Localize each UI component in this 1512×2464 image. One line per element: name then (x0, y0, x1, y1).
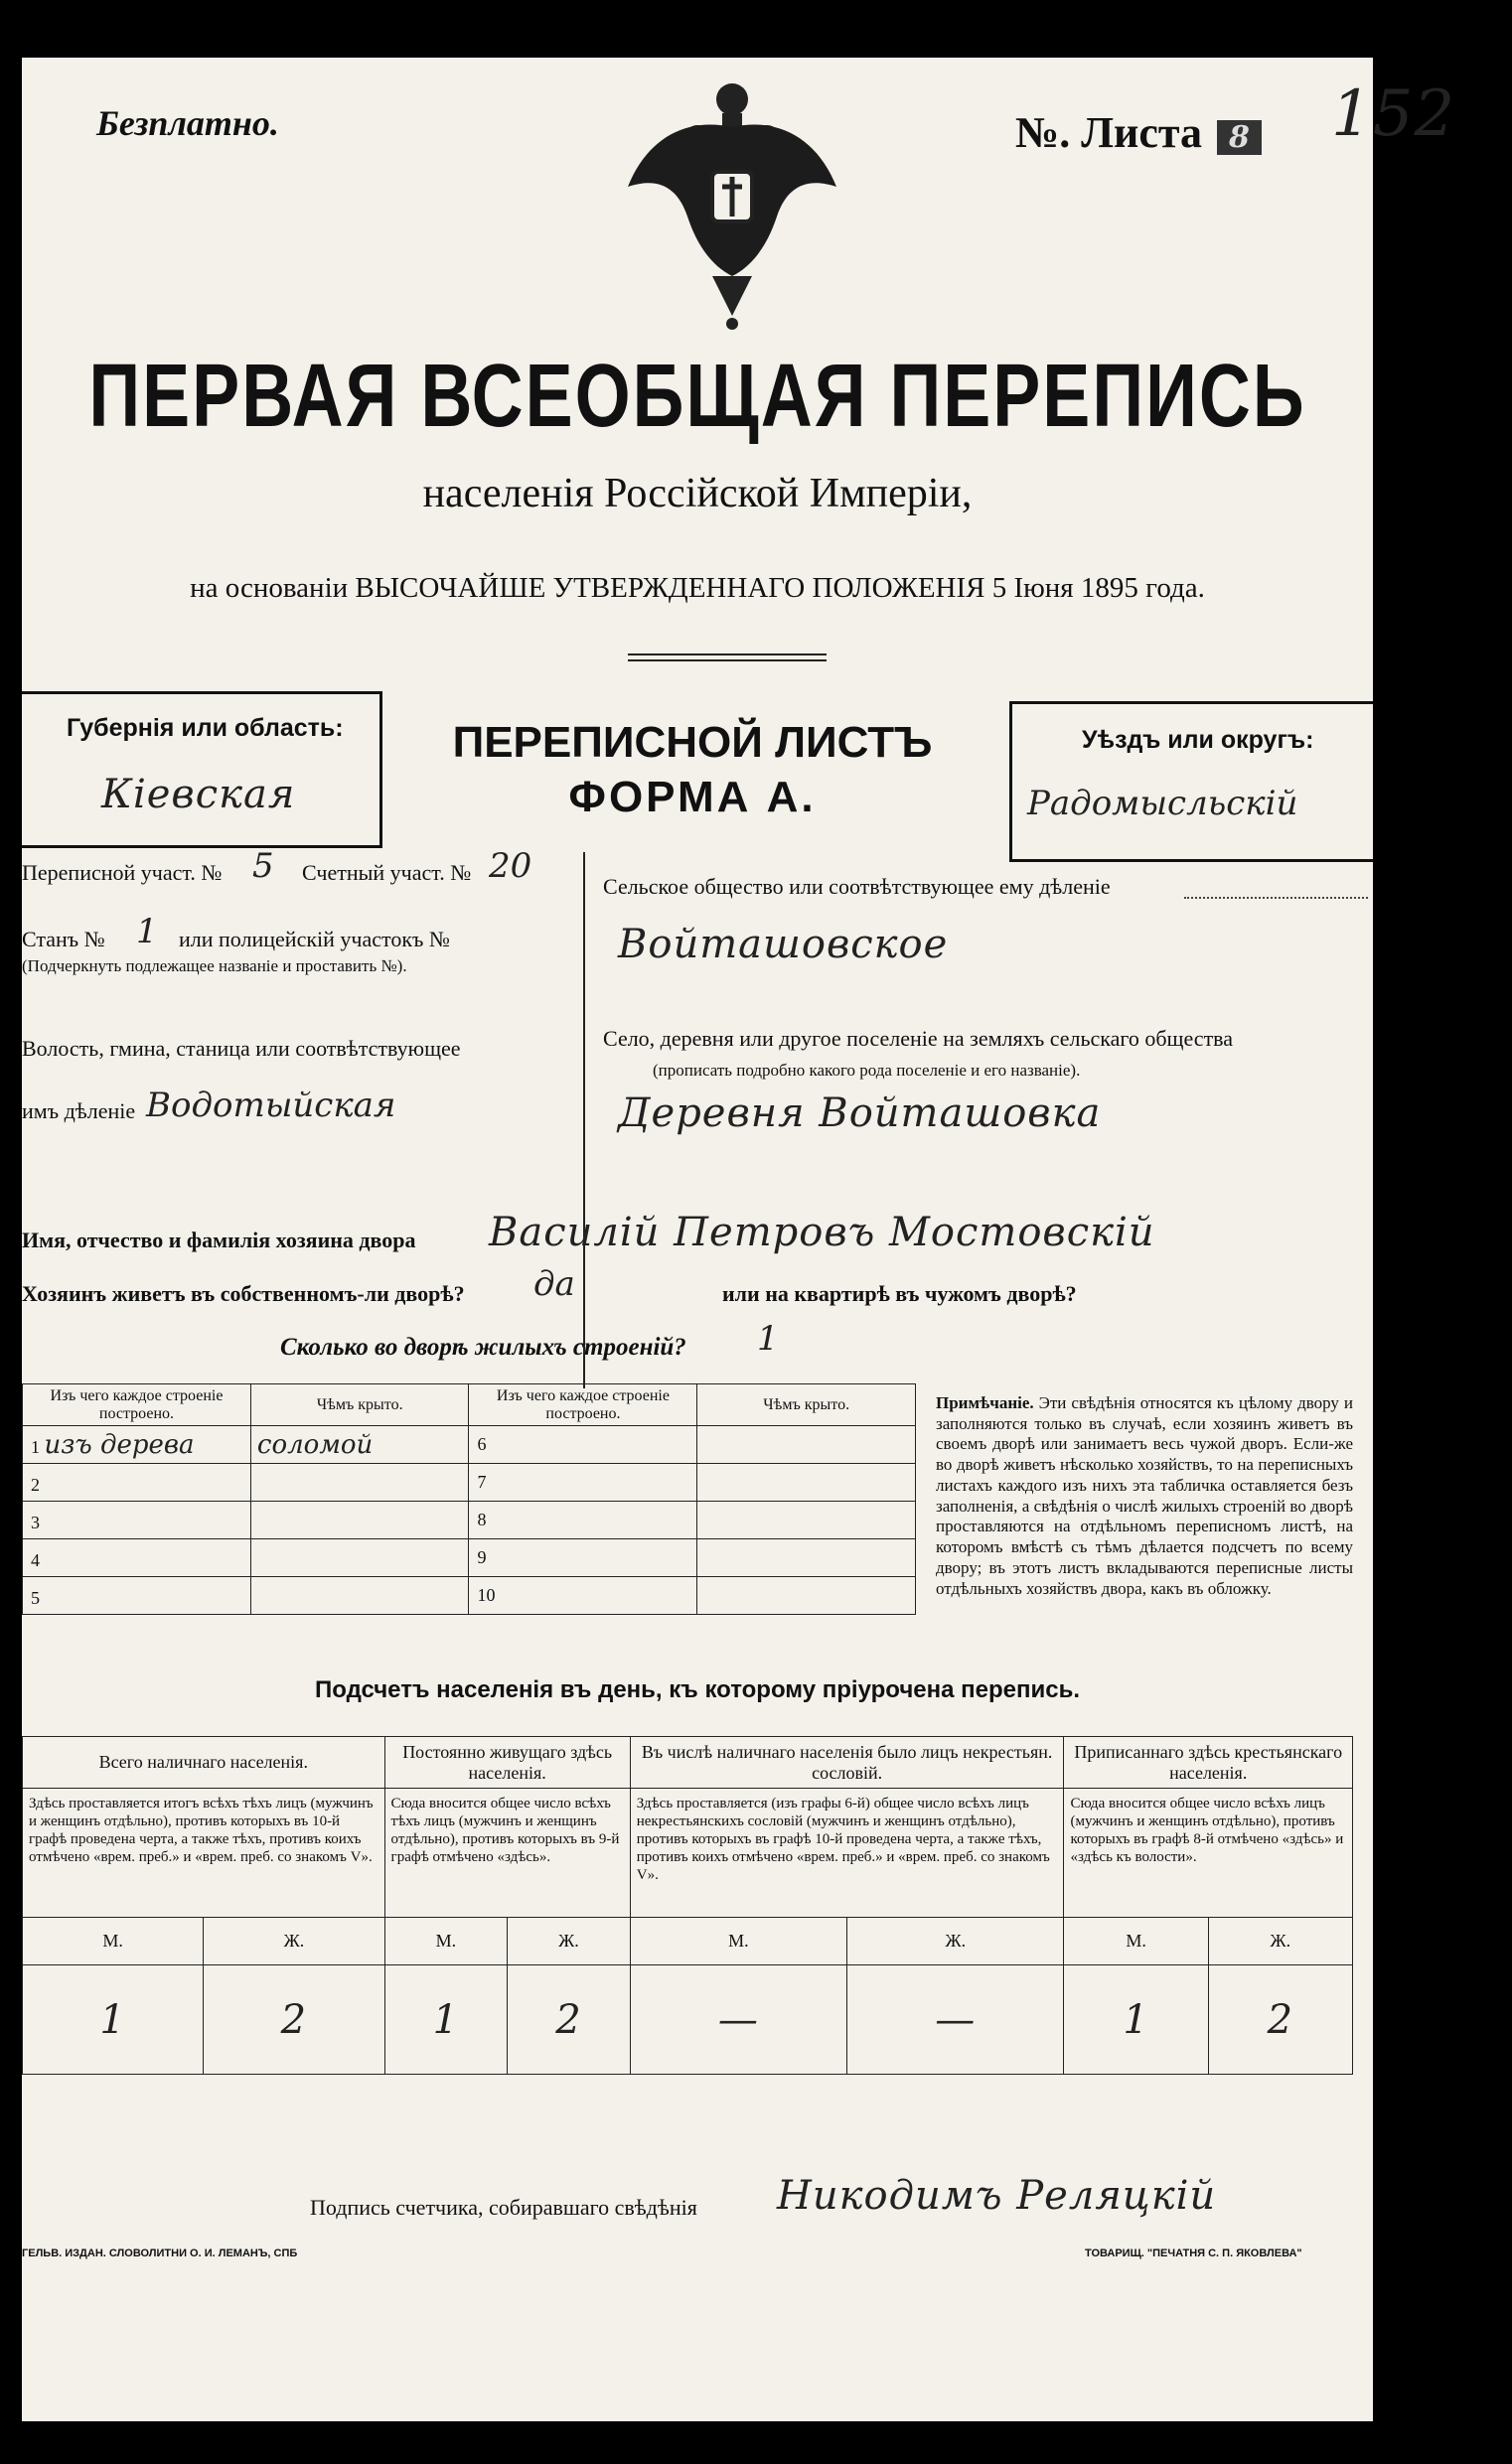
own-yard-label: Хозяинъ живетъ въ собственномъ-ли дворѣ? (22, 1281, 465, 1306)
counting-area-label: Счетный участ. № (302, 860, 472, 885)
village-label: Село, деревня или другое поселеніе на земляхъ сельскаго общества (603, 1026, 1234, 1051)
society-label: Сельское общество или соотвѣтствующее ему дѣленіе (603, 874, 1111, 899)
group-header: Постоянно живущаго здѣсь населенія. (384, 1737, 630, 1789)
group-description: Здѣсь проставляется (изъ графы 6-й) общее число всѣхъ лицъ некрестьянскихъ сословій (мужчинъ и женщинъ отдѣльно), противъ которыхъ въ графѣ 10-й проведена черта, а также тѣхъ, противъ коихъ отмѣчено «врем. преб.» и «врем. преб. со знакомъ V». (630, 1789, 1064, 1918)
group-description: Сюда вносится общее число всѣхъ лицъ (мужчинъ и женщинъ отдѣльно), противъ которыхъ въ графѣ 8-й отмѣчено «здѣсь» и «здѣсь къ волости». (1064, 1789, 1353, 1918)
form-title: ПЕРЕПИСНОЙ ЛИСТЪ (452, 718, 933, 767)
row-number: 7 (469, 1464, 697, 1502)
row-number: 5 (31, 1587, 40, 1608)
row-number: 4 (31, 1549, 40, 1570)
female-header: Ж. (204, 1918, 384, 1965)
male-header: М. (630, 1918, 846, 1965)
group-header: Приписаннаго здѣсь крестьянскаго населенія. (1064, 1737, 1353, 1789)
volost-label-2: имъ дѣленіе (22, 1098, 136, 1123)
province-label: Губернія или область: (67, 714, 344, 742)
material-header-2: Изъ чего каждое строеніе построено. (469, 1384, 697, 1426)
row-number: 1 (31, 1436, 40, 1457)
roof-value (250, 1539, 469, 1577)
table-row (23, 1502, 916, 1539)
province-value: Кіевская (101, 772, 296, 817)
buildings-label: Сколько во дворѣ жилыхъ строеній? (280, 1334, 686, 1361)
row-number: 10 (469, 1577, 697, 1615)
roof-value (250, 1502, 469, 1539)
census-area-label: Переписной участ. № (22, 860, 223, 885)
female-count: — (847, 1965, 1064, 2075)
underline-note: (Подчеркнуть подлежащее названіе и проставить №). (22, 956, 407, 975)
table-row (23, 1577, 916, 1615)
group-description: Сюда вносится общее число всѣхъ тѣхъ лицъ (мужчинъ и женщинъ отдѣльно), противъ которыхъ въ 9-й графѣ отмѣчено «здѣсь». (384, 1789, 630, 1918)
census-area-value: 5 (252, 846, 274, 886)
roof-value (250, 1464, 469, 1502)
printer-right: ТОВАРИЩ. "ПЕЧАТНЯ С. П. ЯКОВЛЕВА" (1085, 2247, 1302, 2259)
roof-value (697, 1577, 916, 1615)
group-description: Здѣсь проставляется итогъ всѣхъ тѣхъ лицъ (мужчинъ и женщинъ отдѣльно), противъ которыхъ въ 10-й графѣ проведена черта, а также тѣхъ, противъ коихъ отмѣчено «врем. преб.» и «врем. преб. со знакомъ V». (23, 1789, 385, 1918)
male-header: М. (384, 1918, 508, 1965)
roof-value (250, 1577, 469, 1615)
free-label: Безплатно. (96, 103, 279, 143)
census-sheet (22, 58, 1456, 2421)
female-count: 2 (204, 1965, 384, 2075)
population-title: Подсчетъ населенія въ день, къ которому пріурочена перепись. (315, 1676, 1080, 1703)
group-header: Въ числѣ наличнаго населенія было лицъ некрестьян. сословій. (630, 1737, 1064, 1789)
counting-area-value: 20 (489, 846, 532, 886)
sheet-number-label: №. Листа 8 (1015, 107, 1262, 158)
province-box (22, 691, 382, 848)
stan-label: Станъ № (22, 927, 105, 951)
document-title: ПЕРВАЯ ВСЕОБЩАЯ ПЕРЕПИСЬ (88, 347, 1306, 446)
male-count: 1 (384, 1965, 508, 2075)
material-header: Изъ чего каждое строеніе построено. (23, 1384, 251, 1426)
male-header: М. (23, 1918, 204, 1965)
female-count: 2 (1208, 1965, 1352, 2075)
signature-label: Подпись счетчика, собиравшаго свѣдѣнія (310, 2195, 697, 2220)
roof-header-2: Чѣмъ крыто. (697, 1384, 916, 1426)
male-count: — (630, 1965, 846, 2075)
owner-value: Василій Петровъ Мостовскій (489, 1210, 1155, 1255)
owner-label: Имя, отчество и фамилія хозяина двора (22, 1228, 416, 1252)
column-divider (583, 852, 585, 1388)
row-number: 6 (469, 1426, 697, 1464)
roof-value (697, 1426, 916, 1464)
population-table (22, 1736, 1353, 2075)
female-header: Ж. (1208, 1918, 1352, 1965)
legal-basis: на основаніи ВЫСОЧАЙШЕ УТВЕРЖДЕННАГО ПОЛОЖЕНІЯ 5 Іюня 1895 года. (190, 572, 1205, 604)
document-subtitle: населенія Россійской Имперіи, (422, 471, 973, 516)
buildings-table (22, 1383, 916, 1615)
signature-value: Никодимъ Реляцкій (777, 2173, 1217, 2219)
district-label: Уѣздъ или округъ: (1082, 726, 1314, 754)
form-letter: ФОРМА А. (568, 773, 817, 821)
row-number: 2 (31, 1474, 40, 1495)
stan-value: 1 (136, 912, 158, 951)
buildings-note (936, 1393, 1353, 1599)
group-header: Всего наличнаго населенія. (23, 1737, 385, 1789)
society-value: Войташовское (618, 922, 949, 967)
female-header: Ж. (847, 1918, 1064, 1965)
male-header: М. (1064, 1918, 1208, 1965)
male-count: 1 (23, 1965, 204, 2075)
own-yard-value: да (533, 1264, 575, 1304)
roof-value: соломой (250, 1426, 469, 1464)
note-text: Эти свѣдѣнія относятся къ цѣлому двору и заполняются только въ случаѣ, если хозяинъ живетъ въ своемъ дворѣ или занимаетъ весь чужой дворъ. Если-же во дворѣ живетъ нѣсколько хозяйствъ, то на переписныхъ листахъ каждого изъ нихъ эта табличка оставляется безъ заполненія, а свѣдѣнія о числѣ жилыхъ строеній во дворѣ проставляются на отдѣльномъ переписномъ листѣ, на которомъ вмѣстѣ съ тѣмъ дѣлается подсчетъ по всему двору; въ этотъ листъ вкладываются переписные листы отдѣльныхъ хозяйствъ двора, какъ въ обложку. (936, 1393, 1353, 1598)
district-box (1009, 701, 1373, 862)
ornament-divider (628, 653, 827, 661)
material-value: изъ дерева (44, 1429, 195, 1460)
note-title: Примѣчаніе. (936, 1393, 1034, 1412)
printer-left: ГЕЛЬВ. ИЗДАН. СЛОВОЛИТНИ О. И. ЛЕМАНЪ, СПБ (22, 2247, 298, 2259)
society-line (1184, 897, 1368, 899)
village-value: Деревня Войташовка (618, 1090, 1102, 1136)
volost-value: Водотыйская (146, 1086, 396, 1125)
table-row (23, 1464, 916, 1502)
table-row (23, 1539, 916, 1577)
buildings-value: 1 (757, 1319, 779, 1359)
table-row (23, 1426, 916, 1464)
police-district-label: или полицейскій участокъ № (179, 927, 450, 951)
female-count: 2 (508, 1965, 631, 2075)
row-number: 3 (31, 1512, 40, 1532)
roof-value (697, 1539, 916, 1577)
male-count: 1 (1064, 1965, 1208, 2075)
archive-number: 152 (1331, 77, 1456, 151)
other-yard-label: или на квартирѣ въ чужомъ дворѣ? (722, 1281, 1077, 1306)
volost-label: Волость, гмина, станица или соотвѣтствующее (22, 1036, 461, 1061)
sheet-number-value: 8 (1217, 120, 1262, 155)
roof-header: Чѣмъ крыто. (250, 1384, 469, 1426)
roof-value (697, 1464, 916, 1502)
row-number: 9 (469, 1539, 697, 1577)
double-headed-eagle-icon (618, 77, 846, 336)
female-header: Ж. (508, 1918, 631, 1965)
roof-value (697, 1502, 916, 1539)
district-value: Радомысльскій (1027, 784, 1298, 823)
row-number: 8 (469, 1502, 697, 1539)
village-note: (прописать подробно какого рода поселеніе и его названіе). (653, 1061, 1081, 1080)
